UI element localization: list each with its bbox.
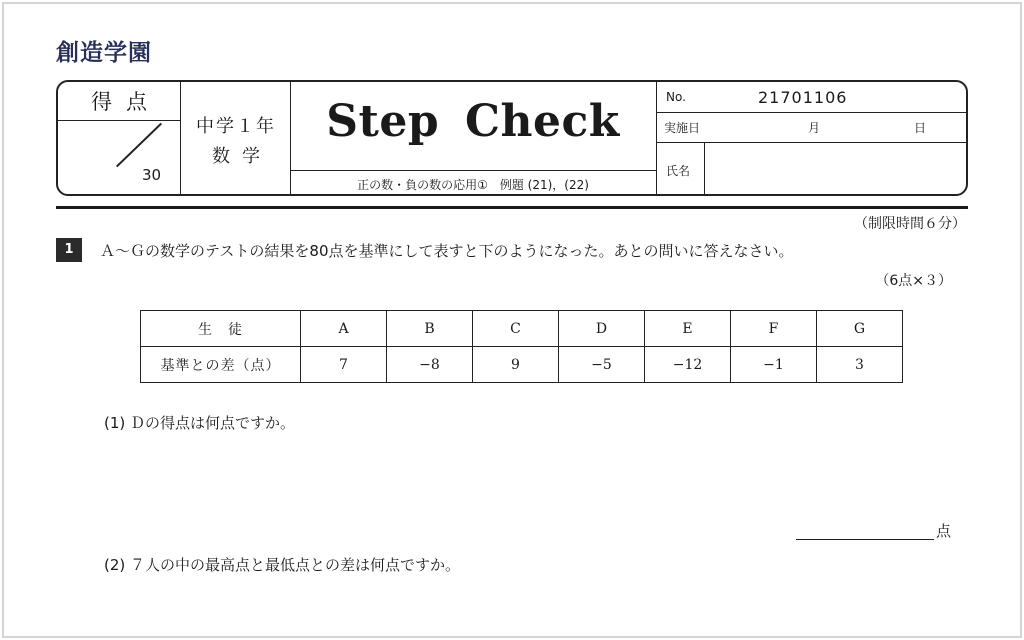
divider — [290, 82, 291, 194]
name-label: 氏名 — [666, 164, 691, 178]
table-row-label: 基準との差（点） — [141, 347, 301, 383]
table-cell: 9 — [473, 347, 559, 383]
divider — [58, 120, 180, 121]
score-label: 得点 — [91, 90, 161, 114]
table-cell: D — [559, 311, 645, 347]
divider — [180, 82, 181, 194]
worksheet-title: Step Check — [326, 96, 620, 147]
header-box — [56, 80, 968, 196]
divider — [656, 112, 968, 113]
time-limit: （制限時間６分） — [854, 216, 966, 232]
divider — [656, 142, 968, 143]
subquestion-2: (2) ７人の中の最高点と最低点との差は何点ですか。 — [104, 556, 461, 574]
month-label: 月 — [808, 121, 821, 135]
score-slash — [116, 123, 162, 168]
answer-line[interactable] — [796, 539, 934, 540]
table-cell: −5 — [559, 347, 645, 383]
divider — [704, 142, 705, 194]
table-cell: F — [731, 311, 817, 347]
school-name: 創造学園 — [56, 39, 152, 66]
table-cell: A — [301, 311, 387, 347]
table-cell: 3 — [817, 347, 903, 383]
answer-unit: 点 — [936, 522, 952, 540]
worksheet-subtitle: 正の数・負の数の応用① 例題 (21)，(22) — [357, 178, 589, 192]
header-rule — [56, 206, 968, 209]
no-label: No. — [666, 90, 686, 104]
table-row — [141, 311, 903, 347]
table-cell: 7 — [301, 347, 387, 383]
question-instruction: Ａ～Ｇの数学のテストの結果を80点を基準にして表すと下のようになった。あとの問いに答えなさい。 — [100, 242, 794, 260]
table-row — [141, 347, 903, 383]
divider — [656, 82, 657, 194]
table-cell: G — [817, 311, 903, 347]
table-cell: E — [645, 311, 731, 347]
date-label: 実施日 — [664, 121, 701, 135]
score-table — [140, 310, 903, 383]
table-cell: C — [473, 311, 559, 347]
table-cell: −8 — [387, 347, 473, 383]
score-max: 30 — [142, 166, 162, 184]
divider — [290, 170, 656, 171]
table-cell: −1 — [731, 347, 817, 383]
no-value: 21701106 — [758, 88, 848, 107]
table-cell: B — [387, 311, 473, 347]
subject-label: 数学 — [212, 146, 272, 167]
question-number: 1 — [56, 238, 82, 262]
table-header-label: 生 徒 — [141, 311, 301, 347]
table-cell: −12 — [645, 347, 731, 383]
grade-label: 中学１年 — [196, 116, 276, 137]
day-label: 日 — [914, 121, 927, 135]
question-points: （6点×３） — [875, 273, 952, 289]
subquestion-1: (1) Ｄの得点は何点ですか。 — [104, 414, 296, 432]
